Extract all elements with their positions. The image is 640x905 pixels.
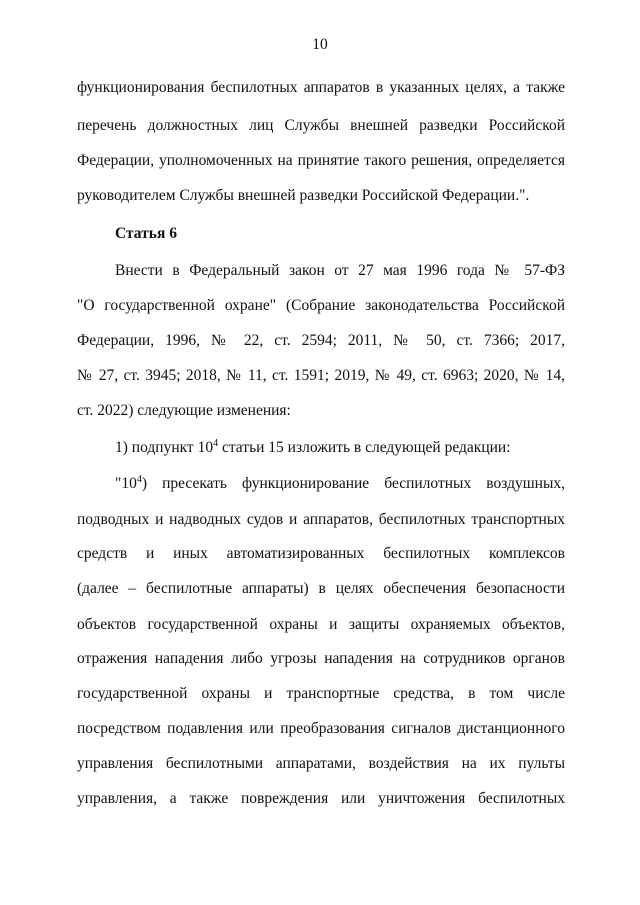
- quote-line: [115, 474, 565, 494]
- text-line: функционирования беспилотных аппаратов в указанных целях, а также: [77, 79, 565, 96]
- text-line: (далее – беспилотные аппараты) в целях обеспечения безопасности: [77, 580, 565, 597]
- amendment-text-after: статьи 15 изложить в следующей редакции:: [218, 439, 511, 456]
- text-line: государственной охраны и транспортные средства, в том числе: [77, 685, 565, 702]
- text-line: "О государственной охране" (Собрание законодательства Российской: [77, 297, 565, 314]
- text-line: управления, а также повреждения или уничтожения беспилотных: [77, 790, 565, 807]
- text-line: управления беспилотными аппаратами, воздействия на их пульты: [77, 755, 565, 772]
- quote-text-after: ) пресекать функционирование беспилотных воздушных,: [141, 475, 565, 492]
- text-line: перечень должностных лиц Службы внешней разведки Российской: [77, 117, 565, 134]
- article-heading: Статья 6: [115, 225, 177, 242]
- text-line: средств и иных автоматизированных беспилотных комплексов: [77, 545, 565, 562]
- text-line: Федерации, уполномоченных на принятие такого решения, определяется: [77, 152, 565, 169]
- text-line: объектов государственной охраны и защиты охраняемых объектов,: [77, 616, 565, 633]
- text-line: № 27, ст. 3945; 2018, № 11, ст. 1591; 2019, № 49, ст. 6963; 2020, № 14,: [77, 367, 565, 384]
- text-line: Внести в Федеральный закон от 27 мая 1996 года № 57-ФЗ: [115, 262, 565, 279]
- text-line: подводных и надводных судов и аппаратов, беспилотных транспортных: [77, 511, 565, 528]
- amendment-line: [115, 438, 565, 458]
- text-line: ст. 2022) следующие изменения:: [77, 402, 291, 419]
- page-number: 10: [312, 36, 328, 53]
- quote-text-before: "10: [115, 475, 137, 492]
- superscript: 4: [213, 438, 219, 449]
- amendment-text-before: 1) подпункт 10: [115, 439, 214, 456]
- text-line: руководителем Службы внешней разведки Российской Федерации.".: [77, 187, 530, 204]
- text-line: отражения нападения либо угрозы нападения на сотрудников органов: [77, 650, 565, 667]
- superscript: 4: [136, 474, 142, 485]
- text-line: Федерации, 1996, № 22, ст. 2594; 2011, № 50, ст. 7366; 2017,: [77, 332, 565, 349]
- text-line: посредством подавления или преобразования сигналов дистанционного: [77, 720, 565, 737]
